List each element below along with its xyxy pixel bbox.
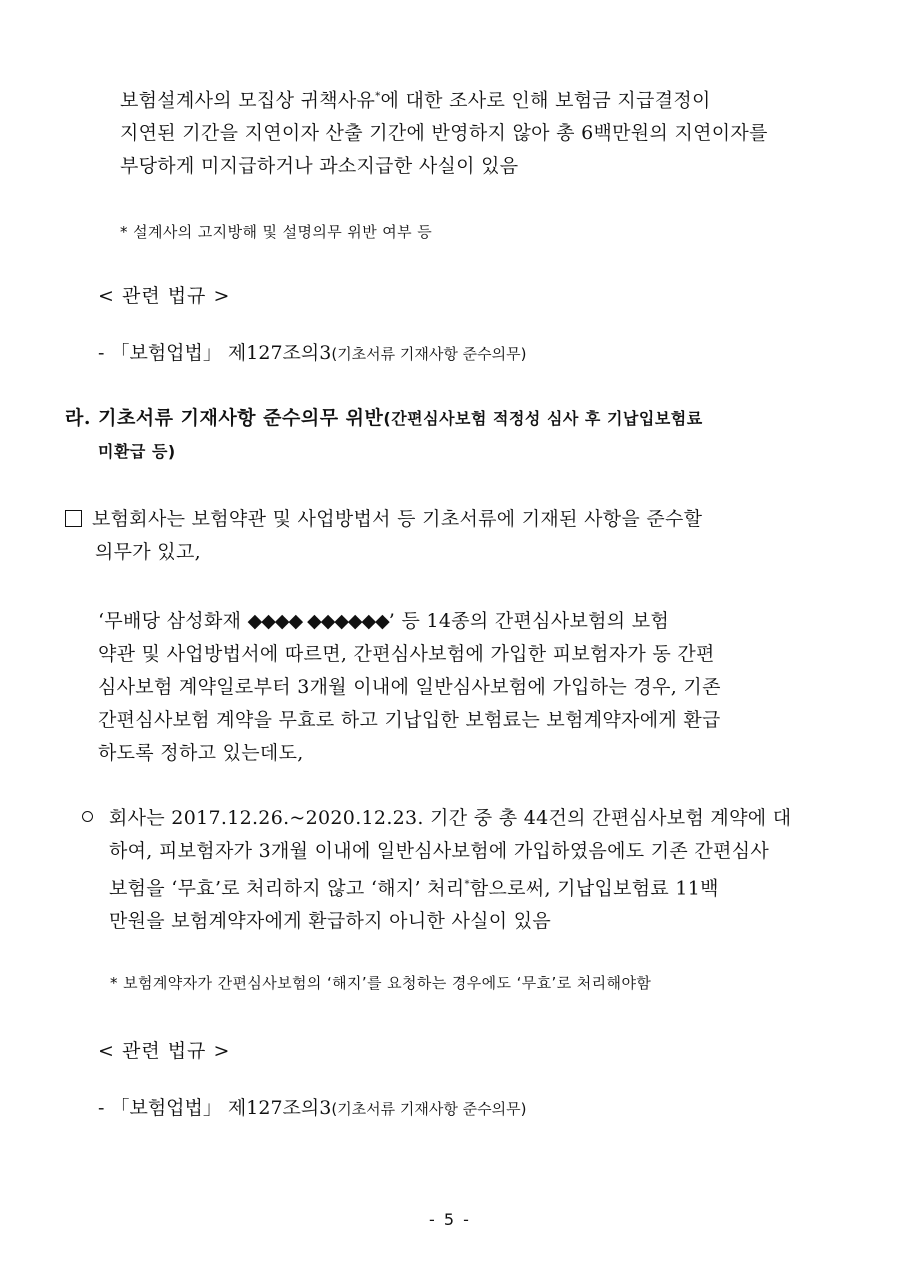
- checkbox-square-bullet: [65, 510, 82, 527]
- text-line: 보험을 ‘무효’로 처리하지 않고 ‘해지’ 처리*함으로써, 기납입보험료 11백: [109, 877, 719, 900]
- related-law-item: [98, 339, 526, 368]
- text-line: 약관 및 사업방법서에 따르면, 간편심사보험에 가입한 피보험자가 동 간편: [98, 643, 715, 665]
- text-line: 하도록 정하고 있는데도,: [98, 742, 304, 764]
- paragraph-terms: [98, 605, 721, 770]
- text-line: 심사보험 계약일로부터 3개월 이내에 일반심사보험에 가입하는 경우, 기존: [98, 676, 721, 698]
- text-line: 회사는 2017.12.26.~2020.12.23. 기간 중 총 44건의 간편심사보험 계약에 대: [109, 807, 792, 829]
- footnote-marker: *: [375, 91, 381, 102]
- section-subtitle-continued: 미환급 등): [98, 442, 176, 461]
- footnote: * 설계사의 고지방해 및 설명의무 위반 여부 등: [120, 223, 433, 241]
- section-heading-ra: [65, 402, 703, 435]
- text-line: 보험회사는 보험약관 및 사업방법서 등 기초서류에 기재된 사항을 준수할: [92, 508, 703, 530]
- paragraph-delayed-interest: [120, 80, 768, 183]
- paragraph-violation-facts: [82, 802, 791, 938]
- related-laws-heading: < 관련 법규 >: [98, 285, 231, 307]
- text-segment: ‘무배당 삼성화재: [98, 610, 248, 632]
- section-subtitle: (간편심사보험 적정성 심사 후 기납입보험료: [383, 409, 703, 428]
- text-line: 하여, 피보험자가 3개월 이내에 일반심사보험에 가입하였음에도 기존 간편심사: [109, 840, 770, 862]
- law-name: - 「보험업법」 제127조의3: [98, 342, 332, 364]
- section-title: 라. 기초서류 기재사항 준수의무 위반: [65, 407, 384, 429]
- circle-bullet-icon: [82, 811, 93, 822]
- law-name: - 「보험업법」 제127조의3: [98, 1097, 332, 1119]
- page-number: - 5 -: [429, 1210, 471, 1229]
- section-heading-continuation: [98, 435, 176, 468]
- text-line: 보험설계사의 모집상 귀책사유*에 대한 조사로 인해 보험금 지급결정이: [120, 89, 711, 112]
- footnote: * 보험계약자가 간편심사보험의 ‘해지’를 요청하는 경우에도 ‘무효’로 처리해야함: [110, 974, 652, 992]
- text-line: 지연된 기간을 지연이자 산출 기간에 반영하지 않아 총 6백만원의 지연이자를: [120, 122, 768, 145]
- footnote-marker: *: [464, 879, 470, 890]
- masked-product-name: ◆◆◆◆ ◆◆◆◆◆◆: [247, 610, 389, 632]
- text-line: 만원을 보험계약자에게 환급하지 아니한 사실이 있음: [109, 910, 552, 933]
- text-line: 간편심사보험 계약을 무효로 하고 기납입한 보험료는 보험계약자에게 환급: [98, 709, 721, 731]
- text-line: 의무가 있고,: [95, 541, 201, 563]
- related-law-item: [98, 1094, 526, 1123]
- law-description: (기초서류 기재사항 준수의무): [331, 345, 527, 363]
- paragraph-obligation: [65, 503, 702, 569]
- related-laws-heading: < 관련 법규 >: [98, 1040, 231, 1062]
- text-line: 부당하게 미지급하거나 과소지급한 사실이 있음: [120, 155, 519, 178]
- text-segment: ’ 등 14종의 간편심사보험의 보험: [388, 610, 670, 632]
- law-description: (기초서류 기재사항 준수의무): [331, 1100, 527, 1118]
